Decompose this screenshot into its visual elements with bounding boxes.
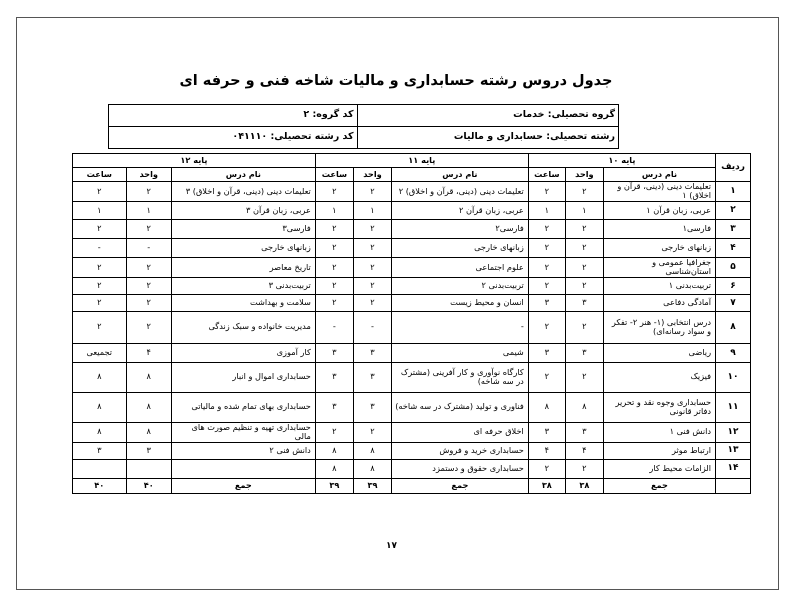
course-hour: ۸ — [528, 392, 565, 422]
table-row — [73, 201, 751, 219]
course-hour: ۲ — [315, 219, 353, 238]
row-number: ۱۳ — [716, 442, 751, 459]
course-hour: ۲ — [73, 182, 127, 202]
table-row — [73, 277, 751, 294]
table-row — [73, 362, 751, 392]
course-name: زبانهای خارجی — [391, 238, 528, 257]
course-hour: ۱ — [73, 201, 127, 219]
course-unit: ۳ — [353, 362, 391, 392]
course-name: شیمی — [391, 343, 528, 362]
course-unit: ۸ — [565, 392, 603, 422]
hour-header: ساعت — [315, 168, 353, 182]
course-hour: ۲ — [528, 277, 565, 294]
total-unit: ۴۰ — [126, 478, 171, 493]
course-unit: ۲ — [126, 277, 171, 294]
row-number: ۸ — [716, 311, 751, 343]
course-unit: ۴ — [126, 343, 171, 362]
course-unit: ۲ — [353, 277, 391, 294]
course-name: انسان و محیط زیست — [391, 294, 528, 311]
course-name: حسابداری وجوه نقد و تحریر دفاتر قانونی — [603, 392, 715, 422]
course-hour: ۲ — [528, 257, 565, 277]
course-unit: - — [126, 238, 171, 257]
course-unit: ۲ — [126, 257, 171, 277]
course-unit: ۲ — [565, 219, 603, 238]
course-name: فارسی۲ — [391, 219, 528, 238]
course-unit: ۲ — [126, 311, 171, 343]
unit-header: واحد — [353, 168, 391, 182]
row-number: ۹ — [716, 343, 751, 362]
row-number: ۷ — [716, 294, 751, 311]
row-number-header: ردیف — [716, 154, 751, 182]
unit-header: واحد — [565, 168, 603, 182]
course-hour: تجمیعی — [73, 343, 127, 362]
course-unit: ۲ — [353, 422, 391, 442]
course-name: ریاضی — [603, 343, 715, 362]
course-name: دانش فنی ۱ — [603, 422, 715, 442]
row-number: ۱۰ — [716, 362, 751, 392]
course-unit: ۲ — [565, 257, 603, 277]
course-name: سلامت و بهداشت — [171, 294, 315, 311]
row-number: ۴ — [716, 238, 751, 257]
course-unit: ۲ — [126, 294, 171, 311]
course-unit: ۲ — [565, 238, 603, 257]
grade11-header: پایه ۱۱ — [315, 154, 528, 168]
course-hour: ۲ — [315, 277, 353, 294]
course-hour: ۳ — [315, 343, 353, 362]
table-row — [73, 182, 751, 202]
course-hour: ۳ — [315, 362, 353, 392]
table-row — [73, 459, 751, 478]
course-name-header: نام درس — [603, 168, 715, 182]
course-hour: ۲ — [528, 219, 565, 238]
course-unit: ۲ — [126, 182, 171, 202]
row-number: ۵ — [716, 257, 751, 277]
course-unit: - — [353, 311, 391, 343]
total-hour: ۳۸ — [528, 478, 565, 493]
course-hour: ۳ — [528, 294, 565, 311]
course-name: عربی، زبان قرآن ۱ — [603, 201, 715, 219]
total-hour: ۴۰ — [73, 478, 127, 493]
course-unit: ۲ — [565, 311, 603, 343]
course-hour: ۲ — [73, 257, 127, 277]
totals-spacer — [716, 478, 751, 493]
course-hour: ۸ — [315, 442, 353, 459]
course-unit — [126, 459, 171, 478]
row-number: ۱۱ — [716, 392, 751, 422]
course-name: آمادگی دفاعی — [603, 294, 715, 311]
course-hour: ۳ — [528, 343, 565, 362]
page-title: جدول دروس رشته حسابداری و مالیات شاخه فنی و حرفه ای — [179, 73, 613, 89]
course-hour: ۲ — [528, 311, 565, 343]
course-name: مدیریت خانواده و سبک زندگی — [171, 311, 315, 343]
course-name: حسابداری بهای تمام شده و مالیاتی — [171, 392, 315, 422]
course-name: تعلیمات دینی (دینی، قرآن و اخلاق) ۳ — [171, 182, 315, 202]
course-name: الزامات محیط کار — [603, 459, 715, 478]
course-hour: ۲ — [73, 219, 127, 238]
unit-header: واحد — [126, 168, 171, 182]
course-name: تعلیمات دینی (دینی، قرآن و اخلاق) ۲ — [391, 182, 528, 202]
course-unit: ۲ — [565, 182, 603, 202]
total-hour: ۳۹ — [315, 478, 353, 493]
row-number: ۱۴ — [716, 459, 751, 478]
totals-label: جمع — [603, 478, 715, 493]
table-row — [73, 294, 751, 311]
course-name-header: نام درس — [171, 168, 315, 182]
course-hour: ۸ — [73, 392, 127, 422]
course-hour: ۲ — [315, 294, 353, 311]
course-hour: ۴ — [528, 442, 565, 459]
course-name: علوم اجتماعی — [391, 257, 528, 277]
course-unit: ۱ — [565, 201, 603, 219]
course-hour: ۲ — [315, 257, 353, 277]
group-code: کد گروه: ۲ — [109, 105, 358, 127]
hour-header: ساعت — [528, 168, 565, 182]
course-name: کار آموزی — [171, 343, 315, 362]
table-row — [73, 219, 751, 238]
row-number: ۳ — [716, 219, 751, 238]
course-name: فناوری و تولید (مشترک در سه شاخه) — [391, 392, 528, 422]
table-row — [73, 442, 751, 459]
course-unit: ۲ — [353, 219, 391, 238]
table-row — [73, 238, 751, 257]
course-hour: ۲ — [528, 182, 565, 202]
course-name: حسابداری خرید و فروش — [391, 442, 528, 459]
course-hour: ۸ — [73, 362, 127, 392]
totals-label: جمع — [391, 478, 528, 493]
page-number: ۱۷ — [386, 541, 397, 551]
course-unit: ۳ — [565, 422, 603, 442]
info-table — [108, 104, 619, 149]
course-name: اخلاق حرفه ای — [391, 422, 528, 442]
course-unit: ۲ — [353, 238, 391, 257]
course-name: تعلیمات دینی (دینی، قرآن و اخلاق) ۱ — [603, 182, 715, 202]
course-name: تاریخ معاصر — [171, 257, 315, 277]
course-hour: - — [315, 311, 353, 343]
course-hour: ۳ — [315, 392, 353, 422]
total-unit: ۳۸ — [565, 478, 603, 493]
course-unit: ۳ — [353, 392, 391, 422]
course-name: - — [391, 311, 528, 343]
course-hour: ۸ — [315, 459, 353, 478]
course-hour: - — [73, 238, 127, 257]
course-hour: ۱ — [528, 201, 565, 219]
course-name: ارتباط موثر — [603, 442, 715, 459]
group-label: گروه تحصیلی: خدمات — [357, 105, 618, 127]
row-number: ۱۲ — [716, 422, 751, 442]
course-unit: ۸ — [126, 422, 171, 442]
major-code: کد رشته تحصیلی: ۰۴۱۱۱۰ — [109, 127, 358, 149]
course-hour: ۲ — [73, 311, 127, 343]
course-unit: ۸ — [353, 442, 391, 459]
course-hour: ۲ — [73, 277, 127, 294]
total-unit: ۳۹ — [353, 478, 391, 493]
course-name: حسابداری تهیه و تنظیم صورت های مالی — [171, 422, 315, 442]
course-hour: ۲ — [528, 238, 565, 257]
course-unit: ۳ — [565, 343, 603, 362]
course-unit: ۳ — [126, 442, 171, 459]
course-hour: ۳ — [73, 442, 127, 459]
course-name: فارسی۳ — [171, 219, 315, 238]
course-name-header: نام درس — [391, 168, 528, 182]
course-name: درس انتخابی (۱- هنر ۲- تفکر و سواد رسانه‌ای) — [603, 311, 715, 343]
course-unit: ۳ — [353, 343, 391, 362]
course-name: جغرافیا عمومی و استان‌شناسی — [603, 257, 715, 277]
course-hour: ۱ — [315, 201, 353, 219]
course-hour: ۲ — [528, 459, 565, 478]
major-label: رشته تحصیلی: حسابداری و مالیات — [357, 127, 618, 149]
course-unit: ۲ — [565, 277, 603, 294]
hour-header: ساعت — [73, 168, 127, 182]
course-hour: ۲ — [73, 294, 127, 311]
totals-label: جمع — [171, 478, 315, 493]
table-row — [73, 422, 751, 442]
grade12-header: پایه ۱۲ — [73, 154, 316, 168]
course-unit: ۳ — [565, 294, 603, 311]
course-unit: ۸ — [353, 459, 391, 478]
course-name: عربی، زبان قرآن ۲ — [391, 201, 528, 219]
course-unit: ۲ — [353, 294, 391, 311]
row-number: ۶ — [716, 277, 751, 294]
course-unit: ۲ — [353, 257, 391, 277]
course-name: زبانهای خارجی — [603, 238, 715, 257]
course-name — [171, 459, 315, 478]
course-name: کارگاه نوآوری و کار آفرینی (مشترک در سه شاخه) — [391, 362, 528, 392]
course-unit: ۲ — [565, 459, 603, 478]
course-unit: ۲ — [565, 362, 603, 392]
row-number: ۲ — [716, 201, 751, 219]
course-name: تربیت‌بدنی ۳ — [171, 277, 315, 294]
course-unit: ۸ — [126, 362, 171, 392]
course-unit: ۱ — [126, 201, 171, 219]
course-unit: ۴ — [565, 442, 603, 459]
course-name: فیزیک — [603, 362, 715, 392]
course-hour: ۳ — [528, 422, 565, 442]
course-unit: ۱ — [353, 201, 391, 219]
row-number: ۱ — [716, 182, 751, 202]
course-name: دانش فنی ۲ — [171, 442, 315, 459]
course-hour: ۲ — [315, 182, 353, 202]
grade10-header: پایه ۱۰ — [528, 154, 715, 168]
course-unit: ۲ — [126, 219, 171, 238]
course-name: حسابداری اموال و انبار — [171, 362, 315, 392]
course-name: تربیت‌بدنی ۱ — [603, 277, 715, 294]
table-row — [73, 257, 751, 277]
course-hour: ۲ — [315, 422, 353, 442]
course-name: زبانهای خارجی — [171, 238, 315, 257]
course-name: تربیت‌بدنی ۲ — [391, 277, 528, 294]
table-row — [73, 343, 751, 362]
course-name: فارسی۱ — [603, 219, 715, 238]
course-hour: ۸ — [73, 422, 127, 442]
course-table — [72, 153, 751, 494]
course-unit: ۸ — [126, 392, 171, 422]
table-row — [73, 392, 751, 422]
course-hour: ۲ — [315, 238, 353, 257]
course-name: حسابداری حقوق و دستمزد — [391, 459, 528, 478]
course-name: عربی، زبان قرآن ۳ — [171, 201, 315, 219]
course-unit: ۲ — [353, 182, 391, 202]
course-hour: ۲ — [528, 362, 565, 392]
course-hour — [73, 459, 127, 478]
table-row — [73, 311, 751, 343]
